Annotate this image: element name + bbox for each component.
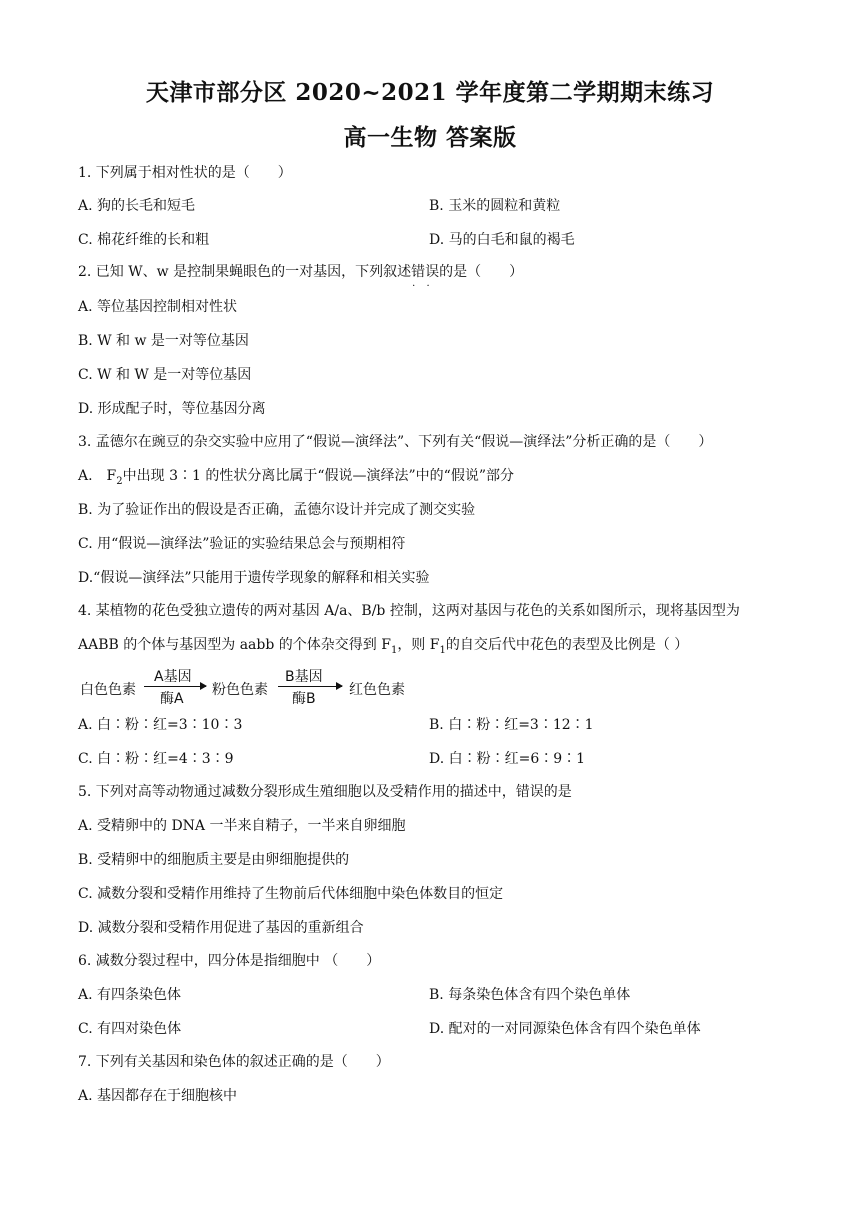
diagram-enzyme-a: 酶A <box>160 691 184 707</box>
diagram-enzyme-b: 酶B <box>292 691 316 707</box>
question-5-option-d: D. 减数分裂和受精作用促进了基因的重新组合 <box>78 920 364 936</box>
question-1-option-c: C. 棉花纤维的长和粗 <box>78 232 210 248</box>
question-6-option-a: A. 有四条染色体 <box>78 987 182 1003</box>
question-3-stem: 3. 孟德尔在豌豆的杂交实验中应用了“假说—演绎法”、下列有关“假说—演绎法”分析正确的是（ ） <box>78 434 713 450</box>
question-4-option-b: B. 白∶粉∶红=3∶12∶1 <box>429 717 594 733</box>
question-3-option-c: C. 用“假说—演绎法”验证的实验结果总会与预期相符 <box>78 536 406 552</box>
diagram-gene-a: A基因 <box>154 669 192 685</box>
question-4-stem-line-2 <box>78 635 688 661</box>
question-7-stem: 7. 下列有关基因和染色体的叙述正确的是（ ） <box>78 1054 390 1070</box>
diagram-white-pigment: 白色色素 <box>80 682 136 698</box>
question-6-option-d: D. 配对的一对同源染色体含有四个染色单体 <box>429 1021 701 1037</box>
question-1-option-a: A. 狗的长毛和短毛 <box>78 198 196 214</box>
question-5-option-c: C. 减数分裂和受精作用维持了生物前后代体细胞中染色体数目的恒定 <box>78 886 504 902</box>
question-2-option-b: B. W 和 w 是一对等位基因 <box>78 333 249 349</box>
diagram-arrow-1 <box>144 686 206 687</box>
question-7-option-a: A. 基因都存在于细胞核中 <box>78 1088 238 1104</box>
question-6-stem: 6. 减数分裂过程中，四分体是指细胞中 （ ） <box>78 953 381 969</box>
question-5-option-a: A. 受精卵中的 DNA 一半来自精子，一半来自卵细胞 <box>78 818 406 834</box>
question-4-subscript-1: 1 <box>390 644 398 656</box>
question-4-stem-line-1: 4. 某植物的花色受独立遗传的两对基因 A/a、B/b 控制，这两对基因与花色的关系如图所示，现将基因型为 <box>78 603 740 619</box>
question-3-option-d: D.“假说—演绎法”只能用于遗传学现象的解释和相关实验 <box>78 570 430 586</box>
question-6-option-c: C. 有四对染色体 <box>78 1021 182 1037</box>
question-2-stem-start: 2. 已知 W、w 是控制果蝇眼色的一对基因，下列叙述 <box>78 264 412 280</box>
question-3-option-a-prefix: A. F <box>78 468 117 484</box>
question-4-option-a: A. 白∶粉∶红=3∶10∶3 <box>78 717 243 733</box>
question-6-option-b: B. 每条染色体含有四个染色单体 <box>429 987 631 1003</box>
pigment-pathway-diagram <box>78 667 418 707</box>
question-2-stem-end: 的是（ ） <box>439 264 524 280</box>
diagram-arrow-2 <box>278 686 342 687</box>
page-title: 天津市部分区 2020~2021 学年度第二学期期末练习 <box>145 79 715 106</box>
question-4-option-d: D. 白∶粉∶红=6∶9∶1 <box>429 751 586 767</box>
question-1-option-d: D. 马的白毛和鼠的褐毛 <box>429 232 575 248</box>
question-3-option-a <box>78 466 514 492</box>
page-subtitle: 高一生物 答案版 <box>343 124 517 151</box>
question-4-stem-part-1: AABB 的个体与基因型为 aabb 的个体杂交得到 F <box>78 637 391 653</box>
question-5-option-b: B. 受精卵中的细胞质主要是由卵细胞提供的 <box>78 852 350 868</box>
question-1-stem: 1. 下列属于相对性状的是（ ） <box>78 165 292 181</box>
question-4-option-c: C. 白∶粉∶红=4∶3∶9 <box>78 751 234 767</box>
question-4-subscript-2: 1 <box>439 644 446 656</box>
question-2-emphasis: 错误 · · <box>411 264 439 280</box>
question-2-stem <box>78 262 523 282</box>
question-2-option-c: C. W 和 W 是一对等位基因 <box>78 367 252 383</box>
question-3-option-a-text: 中出现 3∶1 的性状分离比属于“假说—演绎法”中的“假说”部分 <box>122 468 514 484</box>
question-4-stem-part-2: ，则 F <box>397 637 440 653</box>
question-3-option-b: B. 为了验证作出的假设是否正确，孟德尔设计并完成了测交实验 <box>78 502 476 518</box>
diagram-red-pigment: 红色色素 <box>349 682 405 698</box>
diagram-gene-b: B基因 <box>285 669 323 685</box>
question-5-stem: 5. 下列对高等动物通过减数分裂形成生殖细胞以及受精作用的描述中，错误的是 <box>78 784 572 800</box>
question-2-option-a: A. 等位基因控制相对性状 <box>78 299 238 315</box>
question-3-option-a-subscript: 2 <box>116 475 123 487</box>
diagram-pink-pigment: 粉色色素 <box>212 682 268 698</box>
question-4-stem-part-3: 的自交后代中花色的表型及比例是（ ） <box>445 637 689 653</box>
question-1-option-b: B. 玉米的圆粒和黄粒 <box>429 198 561 214</box>
question-2-option-d: D. 形成配子时，等位基因分离 <box>78 401 266 417</box>
